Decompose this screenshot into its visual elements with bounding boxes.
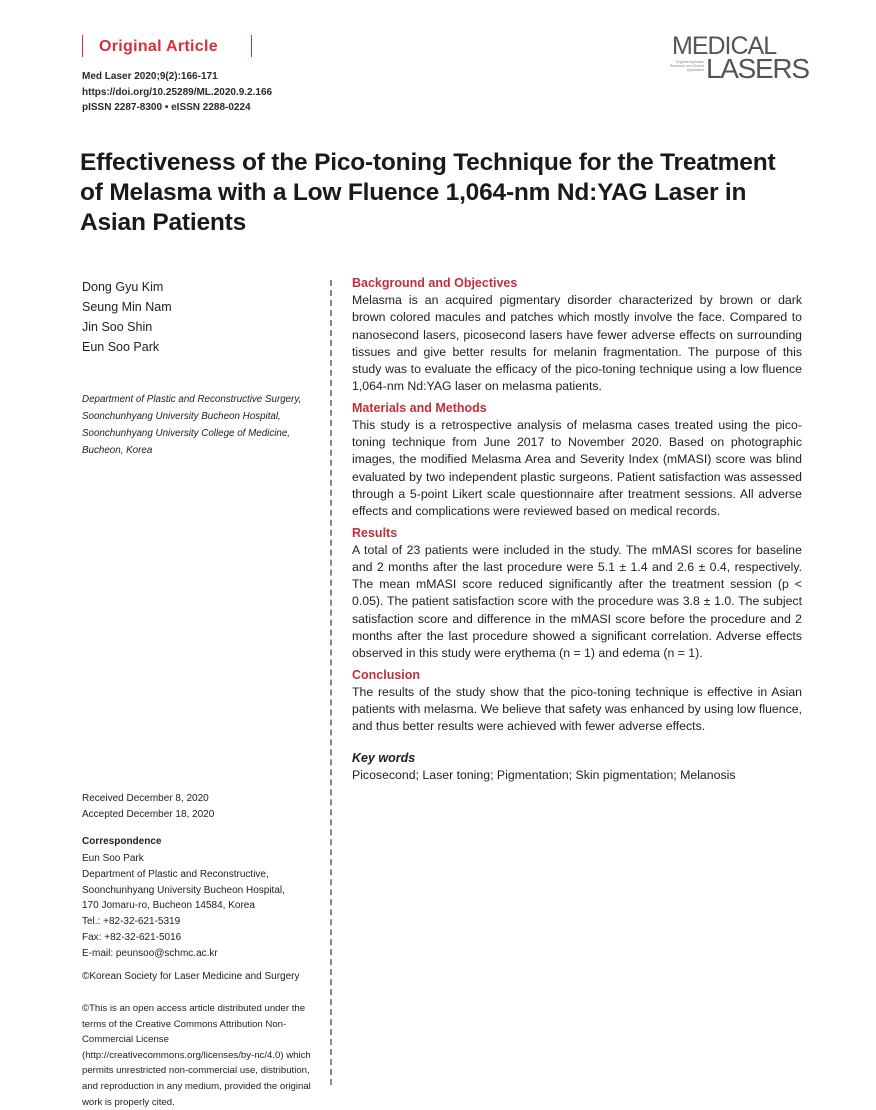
dates-block — [82, 791, 214, 823]
results-text: A total of 23 patients were included in the study. The mMASI scores for baseline and 2 months after the last procedure were 5.1 ± 1.4 and 2.6 ± 0.4, respectively. The mean mMASI score reduced significantly after the treatment session (p < 0.05). The patient satisfaction score with the procedure was 3.8 ± 1.0. The subject satisfaction score and difference in the mMASI score before the procedure and 2 months after the last procedure showed a significant correlation. Adverse effects observed in this study were erythema (n = 1) and edema (n = 1). — [352, 542, 802, 661]
conclusion-text: The results of the study show that the pico-toning technique is effective in Asian patients with melasma. We believe that safety was enhanced by using low fluence, and thus better results were achieved with fewer adverse effects. — [352, 684, 802, 734]
corr-email[interactable]: E-mail: peunsoo@schmc.ac.kr — [82, 947, 218, 959]
received-date: Received December 8, 2020 — [82, 793, 209, 804]
background-text: Melasma is an acquired pigmentary disorder characterized by brown or dark brown colored macules and patches which mostly involve the face. Compared to nanosecond lasers, picosecond lasers have fewer adverse effects on surrounding tissues and give better results for melanin fragmentation. The purpose of this study was to evaluate the efficacy of the pico-toning technique using a low fluence 1,064-nm Nd:YAG laser on melasma patients. — [352, 293, 802, 394]
article-type-tag — [82, 35, 252, 57]
issn: pISSN 2287-8300 • eISSN 2288-0224 — [82, 102, 251, 113]
corr-fax: Fax: +82-32-621-5016 — [82, 931, 182, 943]
logo-line-medical: MEDICAL — [672, 32, 777, 60]
copyright-notice: ©Korean Society for Laser Medicine and Surgery — [82, 971, 300, 982]
conclusion-heading: Conclusion — [352, 667, 421, 682]
keywords-text: Picosecond; Laser toning; Pigmentation; Skin pigmentation; Melanosis — [352, 767, 736, 782]
doi-link[interactable]: https://doi.org/10.25289/ML.2020.9.2.166 — [82, 86, 273, 98]
correspondence-block — [82, 851, 327, 962]
affiliation: Department of Plastic and Reconstructive Surgery, Soonchunhyang University Bucheon Hospital, Soonchunhyang University College of Medicine, Bucheon, Korea — [82, 394, 302, 456]
journal-logo — [666, 32, 809, 84]
citation-block — [82, 69, 272, 116]
results-heading: Results — [352, 525, 398, 540]
corr-name: Eun Soo Park — [82, 853, 144, 864]
license-notice: ©This is an open access article distributed under the terms of the Creative Commons Attribution Non-Commercial License (http://creativecommons.org/licenses/by-nc/4.0) which permits unrestricted non-commercial use, distribution, and reproduction in any medium, provided the original work is properly cited. — [82, 1003, 311, 1108]
column-divider — [330, 280, 332, 1085]
methods-heading: Materials and Methods — [352, 400, 487, 415]
keywords-heading: Key words — [352, 750, 416, 765]
citation: Med Laser 2020;9(2):166-171 — [82, 71, 218, 82]
correspondence-heading: Correspondence — [82, 836, 162, 847]
author: Dong Gyu Kim — [82, 280, 164, 294]
corr-tel: Tel.: +82-32-621-5319 — [82, 916, 181, 928]
logo-small-text: Engineering Basic Research and Clinical Application — [669, 60, 704, 72]
article-type-label: Original Article — [99, 38, 218, 55]
corr-dept: Department of Plastic and Reconstructive, — [82, 868, 269, 880]
abstract — [352, 274, 802, 784]
author: Jin Soo Shin — [82, 320, 153, 334]
author: Eun Soo Park — [82, 340, 160, 354]
accepted-date: Accepted December 18, 2020 — [82, 809, 215, 820]
corr-address: 170 Jomaru-ro, Bucheon 14584, Korea — [82, 900, 255, 912]
background-heading: Background and Objectives — [352, 276, 518, 290]
author: Seung Min Nam — [82, 300, 172, 314]
article-title: Effectiveness of the Pico-toning Technique for the Treatment of Melasma with a Low Fluence 1,064-nm Nd:YAG Laser in Asian Patients — [80, 149, 776, 236]
methods-text: This study is a retrospective analysis of melasma cases treated using the pico-toning technique from June 2017 to November 2020. Based on photographic images, the modified Melasma Area and Severity Index (mMASI) score was blind evaluated by two independent plastic surgeons. Patient satisfaction was assessed through a 5-point Likert scale questionnaire after treatment sessions. All adverse effects and complications were reviewed based on medical records. — [352, 417, 802, 519]
corr-hospital: Soonchunhyang University Bucheon Hospital, — [82, 884, 285, 896]
logo-line-lasers: LASERS — [706, 53, 809, 84]
author-list — [82, 277, 172, 357]
